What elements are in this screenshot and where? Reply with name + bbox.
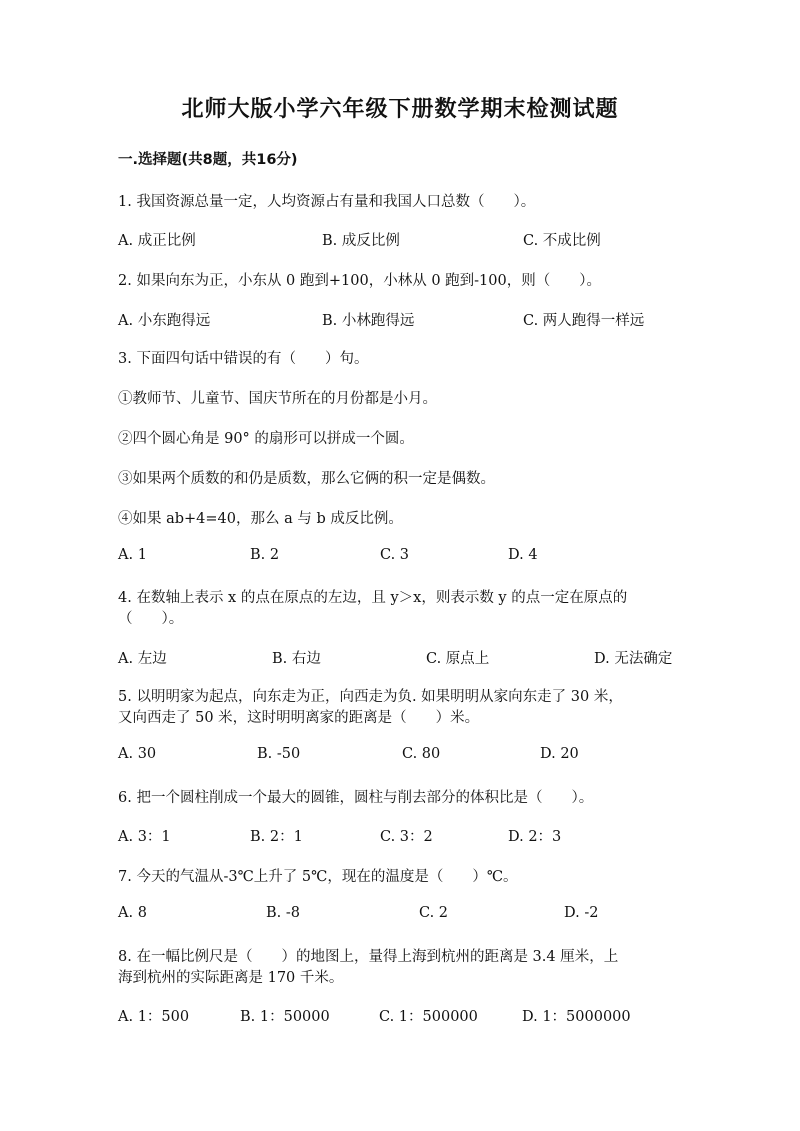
question-3-statement-4: ④如果 ab+4=40，那么 a 与 b 成反比例。 <box>118 511 403 527</box>
question-7-option-a: A. 8 <box>118 905 147 921</box>
question-1-option-c: C. 不成比例 <box>523 233 601 249</box>
question-8-text-line-2: 海到杭州的实际距离是 170 千米。 <box>118 970 344 986</box>
section-heading: 一.选择题(共8题，共16分) <box>118 152 298 168</box>
question-2-text: 2. 如果向东为正，小东从 0 跑到+100，小林从 0 跑到-100，则（ ）。 <box>118 273 601 289</box>
question-5-option-a: A. 30 <box>118 746 157 762</box>
question-3-statement-3: ③如果两个质数的和仍是质数，那么它俩的积一定是偶数。 <box>118 471 495 487</box>
question-7-option-d: D. -2 <box>564 905 599 921</box>
question-3-statement-1: ①教师节、儿童节、国庆节所在的月份都是小月。 <box>118 391 437 407</box>
question-2-option-a: A. 小东跑得远 <box>118 313 211 329</box>
question-3-statement-2: ②四个圆心角是 90° 的扇形可以拼成一个圆。 <box>118 431 414 447</box>
question-4-option-a: A. 左边 <box>118 651 167 667</box>
question-3-option-c: C. 3 <box>380 547 410 563</box>
question-5-option-d: D. 20 <box>540 746 579 762</box>
question-4-option-d: D. 无法确定 <box>594 651 673 667</box>
question-5-text-line-2: 又向西走了 50 米，这时明明离家的距离是（ ）米。 <box>118 710 480 726</box>
question-4-text-line-1: 4. 在数轴上表示 x 的点在原点的左边，且 y＞x，则表示数 y 的点一定在原点的 <box>118 590 628 606</box>
question-1-option-a: A. 成正比例 <box>118 233 196 249</box>
question-6-option-b: B. 2：1 <box>250 829 303 845</box>
question-2-option-b: B. 小林跑得远 <box>322 313 415 329</box>
question-6-option-c: C. 3：2 <box>380 829 433 845</box>
question-6-option-a: A. 3：1 <box>118 829 171 845</box>
question-5-option-b: B. -50 <box>257 746 301 762</box>
question-1-option-b: B. 成反比例 <box>322 233 400 249</box>
question-3-option-a: A. 1 <box>118 547 147 563</box>
question-6-text: 6. 把一个圆柱削成一个最大的圆锥，圆柱与削去部分的体积比是（ ）。 <box>118 790 594 806</box>
page-title: 北师大版小学六年级下册数学期末检测试题 <box>181 97 619 122</box>
question-6-option-d: D. 2：3 <box>508 829 562 845</box>
question-1-text: 1. 我国资源总量一定，人均资源占有量和我国人口总数（ ）。 <box>118 194 536 210</box>
question-5-text-line-1: 5. 以明明家为起点，向东走为正，向西走为负. 如果明明从家向东走了 30 米， <box>118 689 623 705</box>
question-7-text: 7. 今天的气温从-3℃上升了 5℃，现在的温度是（ ）℃。 <box>118 869 518 885</box>
question-4-text-line-2: （ ）。 <box>118 611 184 627</box>
question-3-option-d: D. 4 <box>508 547 538 563</box>
question-7-option-c: C. 2 <box>419 905 449 921</box>
question-8-text-line-1: 8. 在一幅比例尺是（ ）的地图上，量得上海到杭州的距离是 3.4 厘米，上 <box>118 949 619 965</box>
question-4-option-b: B. 右边 <box>272 651 321 667</box>
question-3-option-b: B. 2 <box>250 547 280 563</box>
question-8-option-c: C. 1：500000 <box>379 1009 478 1025</box>
question-7-option-b: B. -8 <box>266 905 300 921</box>
question-5-option-c: C. 80 <box>402 746 441 762</box>
question-3-text: 3. 下面四句话中错误的有（ ）句。 <box>118 351 369 367</box>
question-4-option-c: C. 原点上 <box>426 651 490 667</box>
question-8-option-b: B. 1：50000 <box>240 1009 330 1025</box>
question-2-option-c: C. 两人跑得一样远 <box>523 313 645 329</box>
question-8-option-d: D. 1：5000000 <box>522 1009 631 1025</box>
question-8-option-a: A. 1：500 <box>118 1009 190 1025</box>
